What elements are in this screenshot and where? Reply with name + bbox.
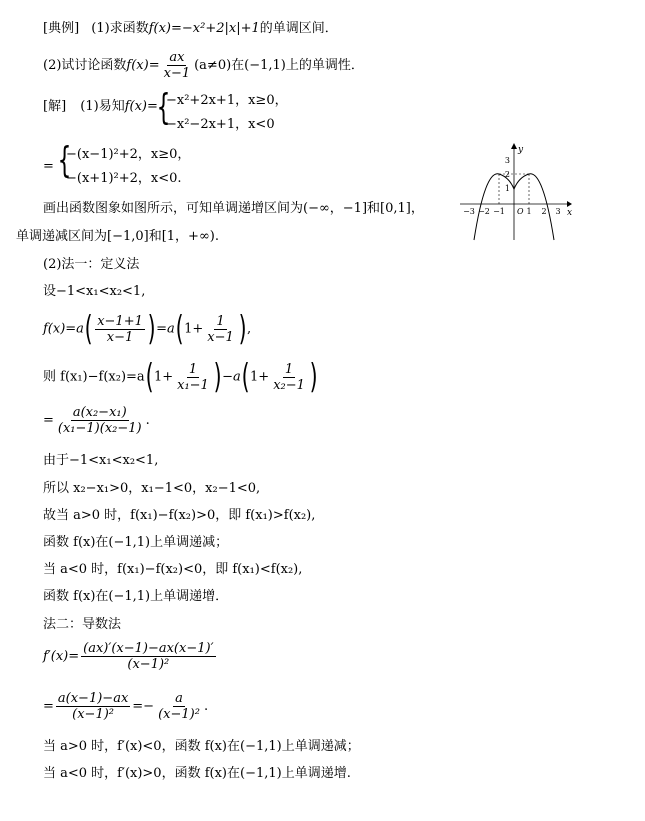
- x-tick-label: −2: [478, 207, 490, 216]
- math-line: 则 f(x₁)−f(x₂)=a(1+ $\frac{1}{\text{x₁−1}}$ )−a(1+ $\frac{1}{\text{x₂−1}}$ ): [43, 357, 318, 397]
- piecewise-case: −x²+2x+1，x≥0，: [166, 93, 288, 108]
- text-line: 由于−1<x₁<x₂<1,: [43, 453, 159, 468]
- text-line: 画出函数图象如图所示，可知单调递增区间为(−∞，−1]和[0,1]，: [43, 201, 424, 216]
- text-line: 当 a<0 时，f(x₁)−f(x₂)<0，即 f(x₁)<f(x₂),: [43, 562, 303, 577]
- method-title: 法二：导数法: [43, 617, 122, 632]
- method-title: (2)法一：定义法: [43, 257, 140, 272]
- text-line: 故当 a>0 时，f(x₁)−f(x₂)>0，即 f(x₁)>f(x₂),: [43, 508, 316, 523]
- piecewise-case: −(x+1)²+2，x<0.: [66, 171, 182, 186]
- text-line: 设−1<x₁<x₂<1,: [43, 284, 146, 299]
- problem-line-1: [典例] (1)求函数f(x)=−x²+2|x|+1的单调区间．: [43, 21, 338, 36]
- equals-sign: =: [43, 159, 54, 174]
- math-line: = $\frac{a(x-1)-ax}{\text{(x−1)²}}$ =− $\frac{a}{\text{(x−1)²}}$ .: [43, 691, 209, 722]
- left-brace: {: [156, 87, 171, 128]
- x-axis-arrow: [567, 201, 572, 207]
- text-line: 当 a<0 时，f′(x)>0，函数 f(x)在(−1,1)上单调递增.: [43, 766, 351, 781]
- piecewise-case: −(x−1)²+2，x≥0，: [66, 147, 191, 162]
- x-tick-label: −1: [493, 207, 505, 216]
- x-axis-label: x: [567, 208, 573, 218]
- problem-line-2: (2)试讨论函数f(x)= $\frac{ax}{x-1}$ (a≠0)在(−1,1)上的单调性．: [43, 50, 364, 81]
- origin-label: O: [517, 207, 524, 216]
- function-graph: [455, 140, 575, 245]
- fraction: $\frac{ax}{x-1}$: [163, 50, 191, 81]
- text-line: 函数 f(x)在(−1,1)上单调递增．: [43, 589, 229, 604]
- y-tick-label: 2: [504, 170, 510, 179]
- x-tick-label: 3: [555, 207, 561, 216]
- left-brace: {: [57, 140, 72, 181]
- math-line: f(x)=a( $\frac{x-1+1}{x-1}$ )=a(1+ $\frac{1}{x-1}$ ),: [43, 309, 252, 349]
- example-tag: [典例]: [43, 21, 80, 36]
- text-line: 单调递减区间为[−1,0]和[1，+∞).: [16, 229, 219, 244]
- x-tick-label: 2: [541, 207, 547, 216]
- math-line: f′(x)= $\frac{(ax)'(x-1)-ax(x-1)'}{\text{(x−1)²}}$: [43, 641, 214, 672]
- x-tick-label: −3: [463, 207, 475, 216]
- x-tick-label: 1: [526, 207, 532, 216]
- text-line: 函数 f(x)在(−1,1)上单调递减；: [43, 535, 229, 550]
- piecewise-case: −x²−2x+1，x<0: [166, 117, 275, 132]
- text-line: 当 a>0 时，f′(x)<0，函数 f(x)在(−1,1)上单调递减；: [43, 739, 360, 754]
- text-line: 所以 x₂−x₁>0，x₁−1<0，x₂−1<0,: [43, 481, 261, 496]
- y-tick-label: 1: [504, 184, 510, 193]
- y-axis-label: y: [518, 145, 524, 155]
- solution-line-1: [解] (1)易知f(x)=: [43, 99, 158, 114]
- solution-tag: [解]: [43, 99, 67, 114]
- y-axis-arrow: [511, 143, 517, 149]
- math-line: = $\frac{\text{a(x₂−x₁)}}{\text{(x₁−1)(x₂−1)}}$ .: [43, 405, 150, 436]
- function-expr: f(x)=−x²+2|x|+1: [148, 21, 260, 36]
- y-tick-label: 3: [504, 156, 510, 165]
